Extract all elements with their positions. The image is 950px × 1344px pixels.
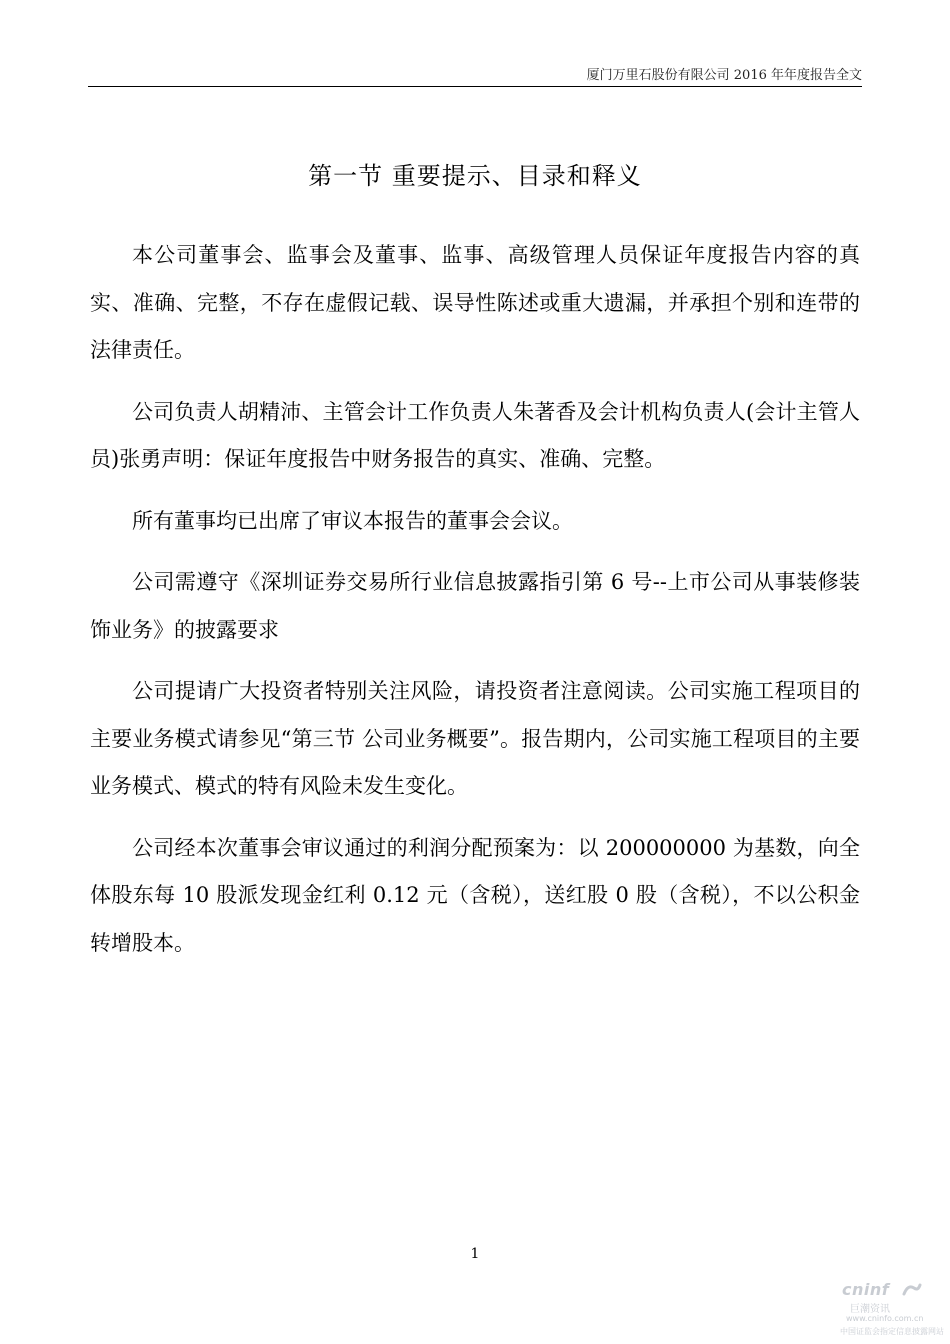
cninfo-watermark [840,1278,950,1344]
cninfo-logo-icon [902,1282,922,1298]
page-number: 1 [470,1246,480,1262]
paragraph-risk-notice: 公司提请广大投资者特别关注风险，请投资者注意阅读。公司实施工程项目的主要业务模式请参见“第三节 公司业务概要”。报告期内，公司实施工程项目的主要业务模式、模式的特有风险未发生变化。 [90,679,860,798]
paragraph-officer-declaration: 公司负责人胡精沛、主管会计工作负责人朱著香及会计机构负责人(会计主管人员)张勇声明：保证年度报告中财务报告的真实、准确、完整。 [90,399,860,471]
document-body [90,232,860,981]
watermark-tagline: 中国证监会指定信息披露网站 [840,1327,944,1336]
paragraph-board-attendance: 所有董事均已出席了审议本报告的董事会会议。 [132,508,573,533]
paragraph-disclosure-guideline: 公司需遵守《深圳证券交易所行业信息披露指引第 6 号--上市公司从事装修装饰业务》的披露要求 [90,570,860,642]
watermark-url: www.cninfo.com.cn [846,1314,924,1323]
watermark-logo-text: cninf [842,1280,890,1299]
paragraph-responsibility-statement: 本公司董事会、监事会及董事、监事、高级管理人员保证年度报告内容的真实、准确、完整，不存在虚假记载、误导性陈述或重大遗漏，并承担个别和连带的法律责任。 [90,243,860,362]
header-divider [88,86,862,87]
watermark-cn-name: 巨潮资讯 [850,1304,890,1315]
paragraph-profit-distribution: 公司经本次董事会审议通过的利润分配预案为：以 200000000 为基数，向全体股东每 10 股派发现金红利 0.12 元（含税），送红股 0 股（含税），不以公积金转增股本。 [90,835,860,955]
section-title: 第一节 重要提示、目录和释义 [308,162,642,190]
running-header: 厦门万里石股份有限公司 2016 年年度报告全文 [586,68,862,83]
